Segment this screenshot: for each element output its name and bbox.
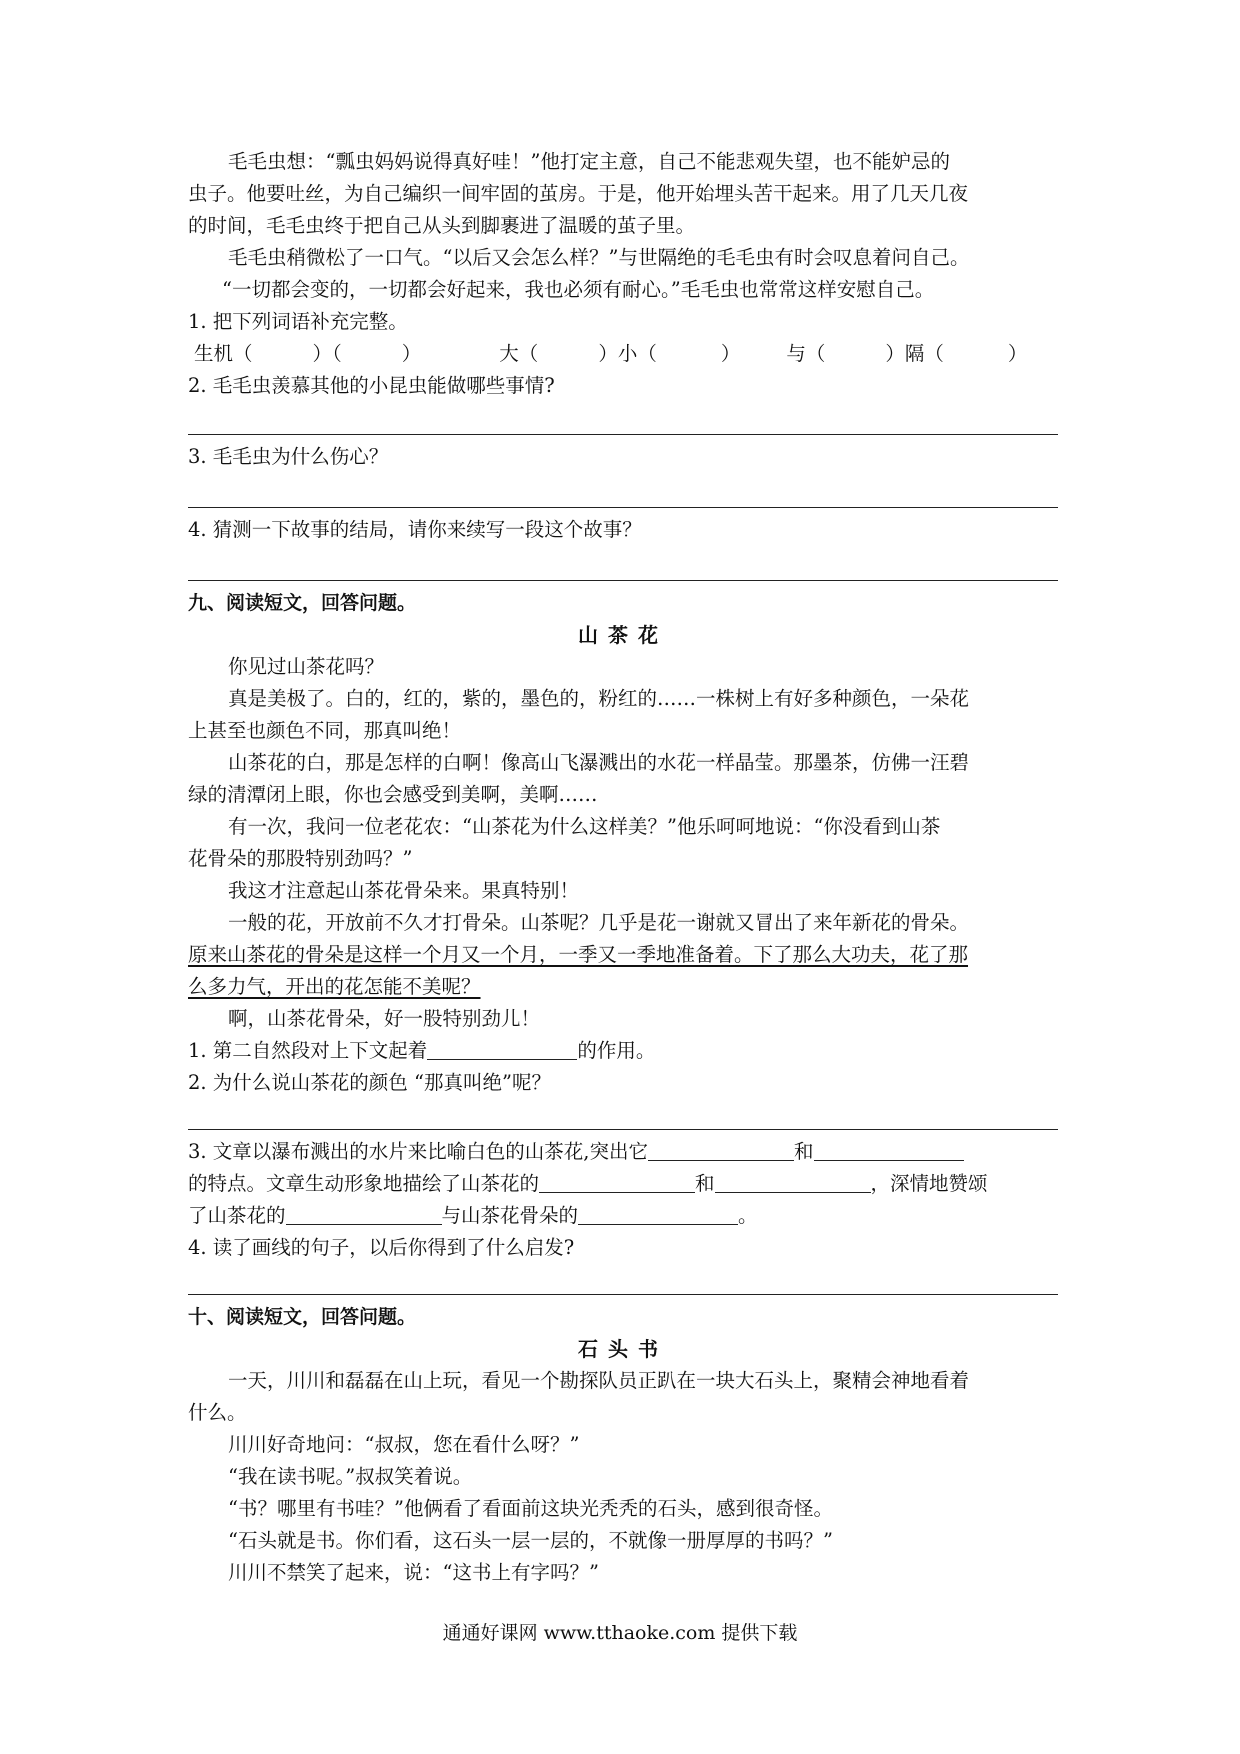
answer-line[interactable] <box>188 473 1058 508</box>
word-fill-row <box>188 338 1058 370</box>
paragraph-line: 啊，山茶花骨朵，好一股特别劲儿！ <box>228 1007 541 1030</box>
paragraph-line: 什么。 <box>188 1401 247 1424</box>
question-text: 1. 第二自然段对上下文起着 <box>188 1039 428 1062</box>
word-fill-part: 生机（ <box>194 342 253 365</box>
paragraph-line: 毛毛虫想：“瓢虫妈妈说得真好哇！”他打定主意，自己不能悲观失望，也不能妒忌的 <box>228 150 950 173</box>
underlined-sentence: 原来山茶花的骨朵是这样一个月又一个月，一季又一季地准备着。下了那么大功夫，花了那 <box>188 943 969 966</box>
answer-line[interactable] <box>188 1264 1058 1295</box>
question-text: 的特点。文章生动形象地描绘了山茶花的 <box>188 1172 540 1195</box>
question-1: 1. 把下列词语补充完整。 <box>188 310 408 333</box>
paragraph-line: 真是美极了。白的，红的，紫的，墨色的，粉红的……一株树上有好多种颜色，一朵花 <box>228 687 970 710</box>
paragraph-line: 我这才注意起山茶花骨朵来。果真特别！ <box>228 879 580 902</box>
paragraph-line: “我在读书呢。”叔叔笑着说。 <box>228 1465 473 1488</box>
word-fill-part: ）（ <box>312 342 342 365</box>
question-text: 和 <box>794 1140 814 1163</box>
paragraph-line: 绿的清潭闭上眼，你也会感受到美啊，美啊…… <box>188 783 598 806</box>
paragraph-line: 一般的花，开放前不久才打骨朵。山茶呢？几乎是花一谢就又冒出了来年新花的骨朵。 <box>228 911 970 934</box>
answer-line[interactable] <box>188 400 1058 435</box>
passage-title: 石头书 <box>578 1337 668 1361</box>
fill-blank[interactable] <box>539 1170 695 1193</box>
paragraph-line: 上甚至也颜色不同，那真叫绝！ <box>188 719 462 742</box>
paragraph-line: 的时间，毛毛虫终于把自己从头到脚裹进了温暖的茧子里。 <box>188 214 696 237</box>
fill-blank[interactable] <box>427 1037 577 1060</box>
paragraph-line: “石头就是书。你们看，这石头一层一层的，不就像一册厚厚的书吗？” <box>228 1529 833 1552</box>
question-3-cont <box>188 1168 1058 1200</box>
question-text: 。 <box>738 1204 758 1227</box>
question-4: 4. 猜测一下故事的结局，请你来续写一段这个故事？ <box>188 518 642 541</box>
question-text: 3. 文章以瀑布溅出的水片来比喻白色的山茶花,突出它 <box>188 1140 649 1163</box>
question-text: 的作用。 <box>577 1039 656 1062</box>
question-3 <box>188 1136 1058 1168</box>
passage-title: 山茶花 <box>578 623 668 647</box>
paragraph-line: 一天，川川和磊磊在山上玩，看见一个勘探队员正趴在一块大石头上，聚精会神地看着 <box>228 1369 970 1392</box>
paragraph-line: 花骨朵的那股特别劲吗？” <box>188 847 413 870</box>
word-fill-part: ） <box>1007 342 1028 365</box>
question-1 <box>188 1035 1058 1067</box>
word-fill-part: 大（ <box>499 342 539 365</box>
fill-blank[interactable] <box>578 1202 738 1225</box>
question-4: 4. 读了画线的句子，以后你得到了什么启发? <box>188 1236 575 1259</box>
question-text: 和 <box>695 1172 715 1195</box>
answer-line[interactable] <box>188 546 1058 581</box>
paragraph-line: 川川好奇地问：“叔叔，您在看什么呀？” <box>228 1433 580 1456</box>
section-heading: 九、阅读短文，回答问题。 <box>188 592 417 614</box>
word-fill-part: ）小（ <box>598 342 657 365</box>
paragraph-line: 山茶花的白，那是怎样的白啊！像高山飞瀑溅出的水花一样晶莹。那墨茶，仿佛一汪碧 <box>228 751 970 774</box>
paragraph-line: 川川不禁笑了起来，说：“这书上有字吗？” <box>228 1561 599 1584</box>
paragraph-line: 毛毛虫稍微松了一口气。“以后又会怎么样？”与世隔绝的毛毛虫有时会叹息着问自己。 <box>228 246 970 269</box>
answer-line[interactable] <box>188 1099 1058 1130</box>
underlined-sentence: 么多力气，开出的花怎能不美呢？ <box>188 975 481 998</box>
fill-blank[interactable] <box>648 1138 794 1161</box>
section-heading: 十、阅读短文，回答问题。 <box>188 1306 417 1328</box>
paragraph-line: 你见过山茶花吗？ <box>228 655 385 678</box>
word-fill-part: 与（ <box>786 342 826 365</box>
word-fill-part: ） <box>720 342 741 365</box>
word-fill-part: ）隔（ <box>885 342 944 365</box>
paragraph-line: “一切都会变的，一切都会好起来，我也必须有耐心。”毛毛虫也常常这样安慰自己。 <box>222 278 935 301</box>
question-3-cont <box>188 1200 1058 1232</box>
question-text: 了山茶花的 <box>188 1204 286 1227</box>
question-text: ，深情地赞颂 <box>870 1172 988 1195</box>
question-3: 3. 毛毛虫为什么伤心？ <box>188 445 389 468</box>
paragraph-line: 虫子。他要吐丝，为自己编织一间牢固的茧房。于是，他开始埋头苦干起来。用了几天几夜 <box>188 182 969 205</box>
question-2: 2. 为什么说山茶花的颜色 “那真叫绝”呢？ <box>188 1071 551 1094</box>
word-fill-part: ） <box>401 342 422 365</box>
paragraph-line: 有一次，我问一位老花农：“山茶花为什么这样美？”他乐呵呵地说：“你没看到山茶 <box>228 815 941 838</box>
question-text: 与山茶花骨朵的 <box>441 1204 579 1227</box>
page-footer: 通通好课网 www.tthaoke.com 提供下载 <box>442 1622 798 1644</box>
fill-blank[interactable] <box>286 1202 442 1225</box>
paragraph-line: “书？哪里有书哇？”他俩看了看面前这块光秃秃的石头，感到很奇怪。 <box>228 1497 833 1520</box>
fill-blank[interactable] <box>715 1170 871 1193</box>
worksheet-content <box>188 146 1058 1589</box>
question-2: 2. 毛毛虫羡慕其他的小昆虫能做哪些事情? <box>188 374 555 397</box>
fill-blank[interactable] <box>814 1138 964 1161</box>
